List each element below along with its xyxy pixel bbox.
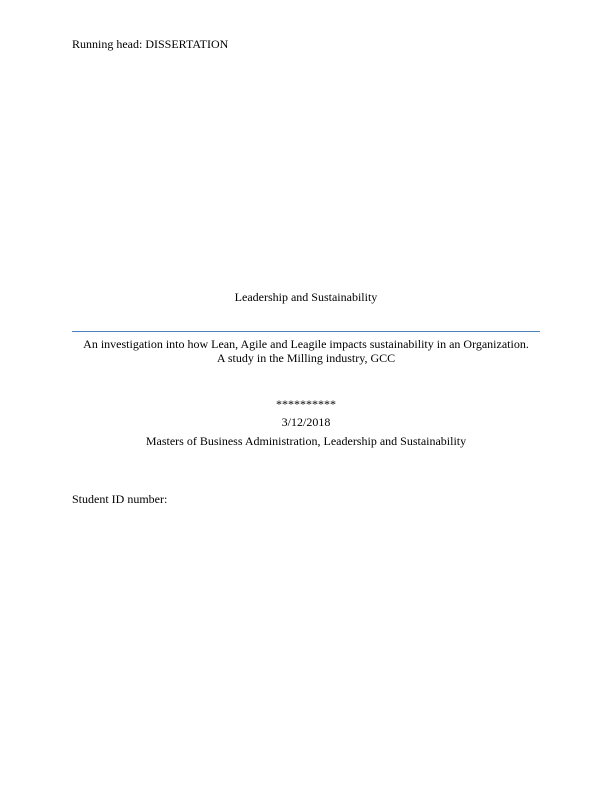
document-date: 3/12/2018	[281, 415, 331, 429]
running-head: Running head: DISSERTATION	[72, 37, 229, 51]
subtitle-line-2: A study in the Milling industry, GCC	[216, 351, 396, 365]
asterisk-separator: **********	[276, 397, 336, 411]
program-name: Masters of Business Administration, Leadership and Sustainability	[145, 434, 467, 448]
subtitle-line-1: An investigation into how Lean, Agile and Leagile impacts sustainability in an Organization.	[83, 337, 529, 351]
student-id-label: Student ID number:	[72, 492, 168, 506]
title-divider-line	[72, 331, 540, 332]
document-subtitle	[72, 337, 540, 365]
document-title: Leadership and Sustainability	[234, 290, 378, 304]
